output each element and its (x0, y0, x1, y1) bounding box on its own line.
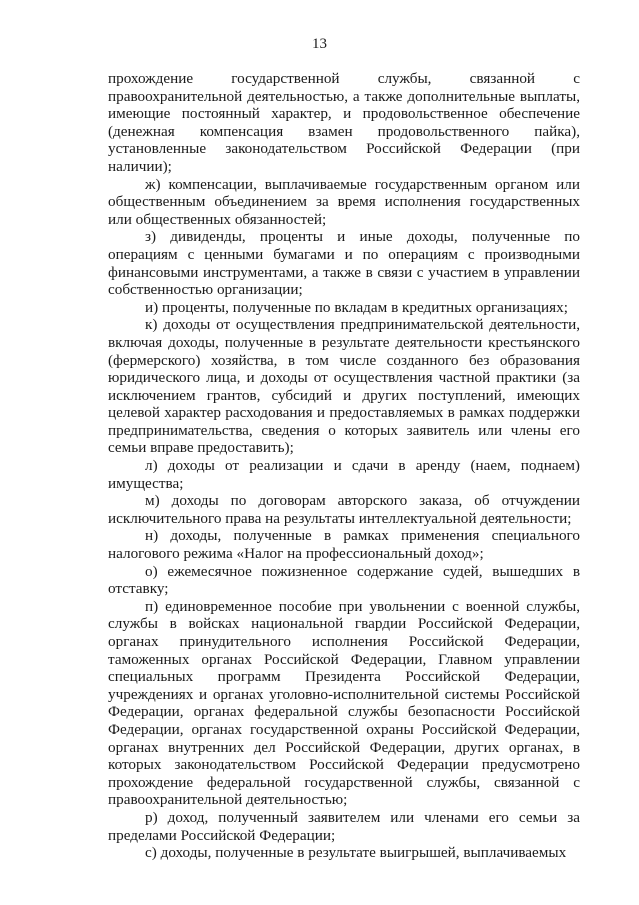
paragraph-i: и) проценты, полученные по вкладам в кредитных организациях; (145, 298, 568, 316)
paragraph-z: з) дивиденды, проценты и иные доходы, полученные по операциям с ценными бумагами и по операциям с производными финансовыми инструментами, а также в связи с участием в управлении собственностью организации; (108, 228, 580, 299)
page-number: 13 (312, 36, 327, 52)
paragraph-continuation: прохождение государственной службы, связанной с правоохранительной деятельностью, а также дополнительные выплаты, имеющие постоянный характер, и продовольственное обеспечение (денежная компенсация взамен продовольственного пайка), установленные законодательством Российской Федерации (при наличии); (108, 70, 580, 175)
paragraph-r: р) доход, полученный заявителем или членами его семьи за пределами Российской Федерации; (108, 808, 580, 844)
paragraph-o: о) ежемесячное пожизненное содержание судей, вышедших в отставку; (108, 562, 580, 598)
paragraph-l: л) доходы от реализации и сдачи в аренду (наем, поднаем) имущества; (108, 457, 580, 492)
paragraph-s: с) доходы, полученные в результате выигрышей, выплачиваемых (145, 844, 567, 862)
paragraph-k: к) доходы от осуществления предпринимательской деятельности, включая доходы, полученные в результате деятельности крестьянского (фермерского) хозяйства, в том числе созданного без образования юридического лица, и доходы от осуществления частной практики (за исключением грантов, субсидий и других поступлений, имеющих целевой характер расходования и предоставляемых в рамках поддержки предпринимательства, сведения о которых заявитель или члены его семьи вправе предоставить); (108, 316, 580, 457)
paragraph-zh: ж) компенсации, выплачиваемые государственным органом или общественным объединением за время исполнения государственных или общественных обязанностей; (108, 175, 580, 228)
document-body (108, 70, 580, 862)
paragraph-p: п) единовременное пособие при увольнении с военной службы, службы в войсках национальной гвардии Российской Федерации, органах принудительного исполнения Российской Федерации, таможенных органах Российской Федерации, Главном управлении специальных программ Президента Российской Федерации, учреждениях и органах уголовно-исполнительной системы Российской Федерации, органах федеральной службы безопасности Российской Федерации, органах государственной охраны Российской Федерации, органах внутренних дел Российской Федерации, других органах, в которых законодательством Российской Федерации предусмотрено прохождение федеральной государственной службы, связанной с правоохранительной деятельностью; (108, 597, 580, 809)
paragraph-m: м) доходы по договорам авторского заказа, об отчуждении исключительного права на результаты интеллектуальной деятельности; (108, 492, 580, 527)
paragraph-n: н) доходы, полученные в рамках применения специального налогового режима «Налог на профессиональный доход»; (108, 527, 580, 563)
